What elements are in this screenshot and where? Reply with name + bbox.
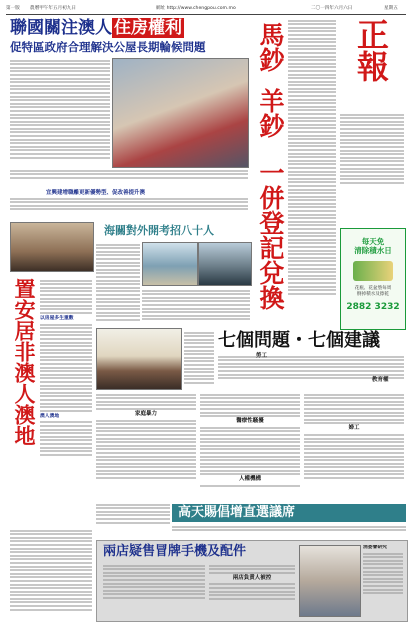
lead-headline-part-b: 住房權利 (114, 18, 182, 38)
seven-sub-medical-harassment: 醫療性騷擾 (236, 418, 264, 425)
logo-block (340, 16, 406, 108)
website-url[interactable]: 網址 http://www.chengpou.com.mo (156, 6, 236, 11)
seven-headline: 七個問題・七個建議 (218, 330, 380, 351)
counterfeit-headline: 兩店疑售冒牌手機及配件 (103, 544, 247, 559)
customs-body-2 (142, 288, 250, 324)
seven-body-col3 (304, 392, 404, 498)
banknote-headline-3: 一併登記兌換 (256, 160, 285, 310)
ad-illustration (353, 261, 393, 281)
counterfeit-body (103, 563, 205, 617)
press-conference-photo (96, 328, 182, 390)
customs-photo-1 (142, 242, 198, 286)
banknote-headline-2: 羊鈔 (256, 88, 285, 138)
gregorian-date: 二〇一四年六月六日 (311, 6, 353, 11)
lead-headline (10, 18, 258, 38)
meeting-photo (10, 222, 94, 272)
ad-subtext: 花瓶、花盆墊每周 倒掉積水及擦乾 (354, 286, 392, 297)
lead-headline-part-a: 聯國關注澳人 (10, 18, 112, 38)
counterfeit-side-label: 消委會研究 (363, 545, 387, 550)
publisher-info (340, 112, 404, 222)
seven-sub-domestic-workers: 婦工 (348, 425, 360, 432)
lead-body-text-2 (10, 168, 248, 184)
masthead-strip (6, 4, 406, 15)
lead-subhead: 促特區政府合理解決公屋長期輪候問題 (10, 40, 206, 54)
election-headline: 高天賜倡增直選議席 (178, 505, 296, 520)
banknote-story (252, 16, 338, 334)
health-ad (340, 228, 406, 330)
seven-body-col1 (96, 392, 196, 498)
election-left-col (96, 502, 170, 536)
left-story-vertical-headline: 置安居非澳人澳地 (12, 278, 36, 446)
ad-heading: 每天免 清除積水日 (354, 237, 392, 255)
counterfeit-box (96, 540, 408, 622)
seven-intro-text (184, 330, 214, 388)
customs-photo-2 (198, 242, 252, 286)
banknote-headline-1: 馬鈔 (256, 22, 285, 72)
customs-headline: 海關對外開考招八十人 (104, 224, 214, 237)
seven-body-col2 (200, 392, 300, 498)
newspaper-logo: 正報 (352, 18, 390, 82)
customs-body (96, 242, 140, 324)
seven-sub-human-rights: 人權機構 (238, 476, 261, 483)
seized-goods-photo (299, 545, 361, 617)
ad-phone: 2882 3232 (346, 301, 400, 312)
counterfeit-body-2 (209, 563, 295, 617)
lead-body-text (10, 58, 110, 168)
left-story-subheading-2: 澳人澳地 (40, 413, 60, 419)
left-story-body (40, 278, 92, 518)
election-headline-bar (172, 504, 406, 522)
banknote-body-text (288, 18, 336, 328)
seven-sub-labour: 勞工 (256, 353, 268, 359)
left-story (10, 274, 92, 524)
seven-sub-domestic-violence: 家庭暴力 (134, 410, 157, 417)
counterfeit-subheading: 兩店負責人被控 (232, 574, 272, 581)
page-number: 第一版 (6, 6, 20, 11)
election-body (172, 524, 406, 538)
lead-body-text-3 (10, 196, 248, 218)
counterfeit-side-text (363, 545, 403, 615)
bottom-left-text (10, 528, 92, 618)
lunar-date: 農曆甲午年五月初九日 (30, 6, 76, 11)
weekday: 星期五 (384, 6, 398, 11)
lead-caption: 宜興建增職離更新優勢型、促改善提升澳 (46, 190, 146, 196)
lead-photo (112, 58, 249, 168)
left-story-subheading: 以房屋多生重數 (40, 315, 74, 321)
seven-sub-education: 教育權 (372, 377, 389, 383)
